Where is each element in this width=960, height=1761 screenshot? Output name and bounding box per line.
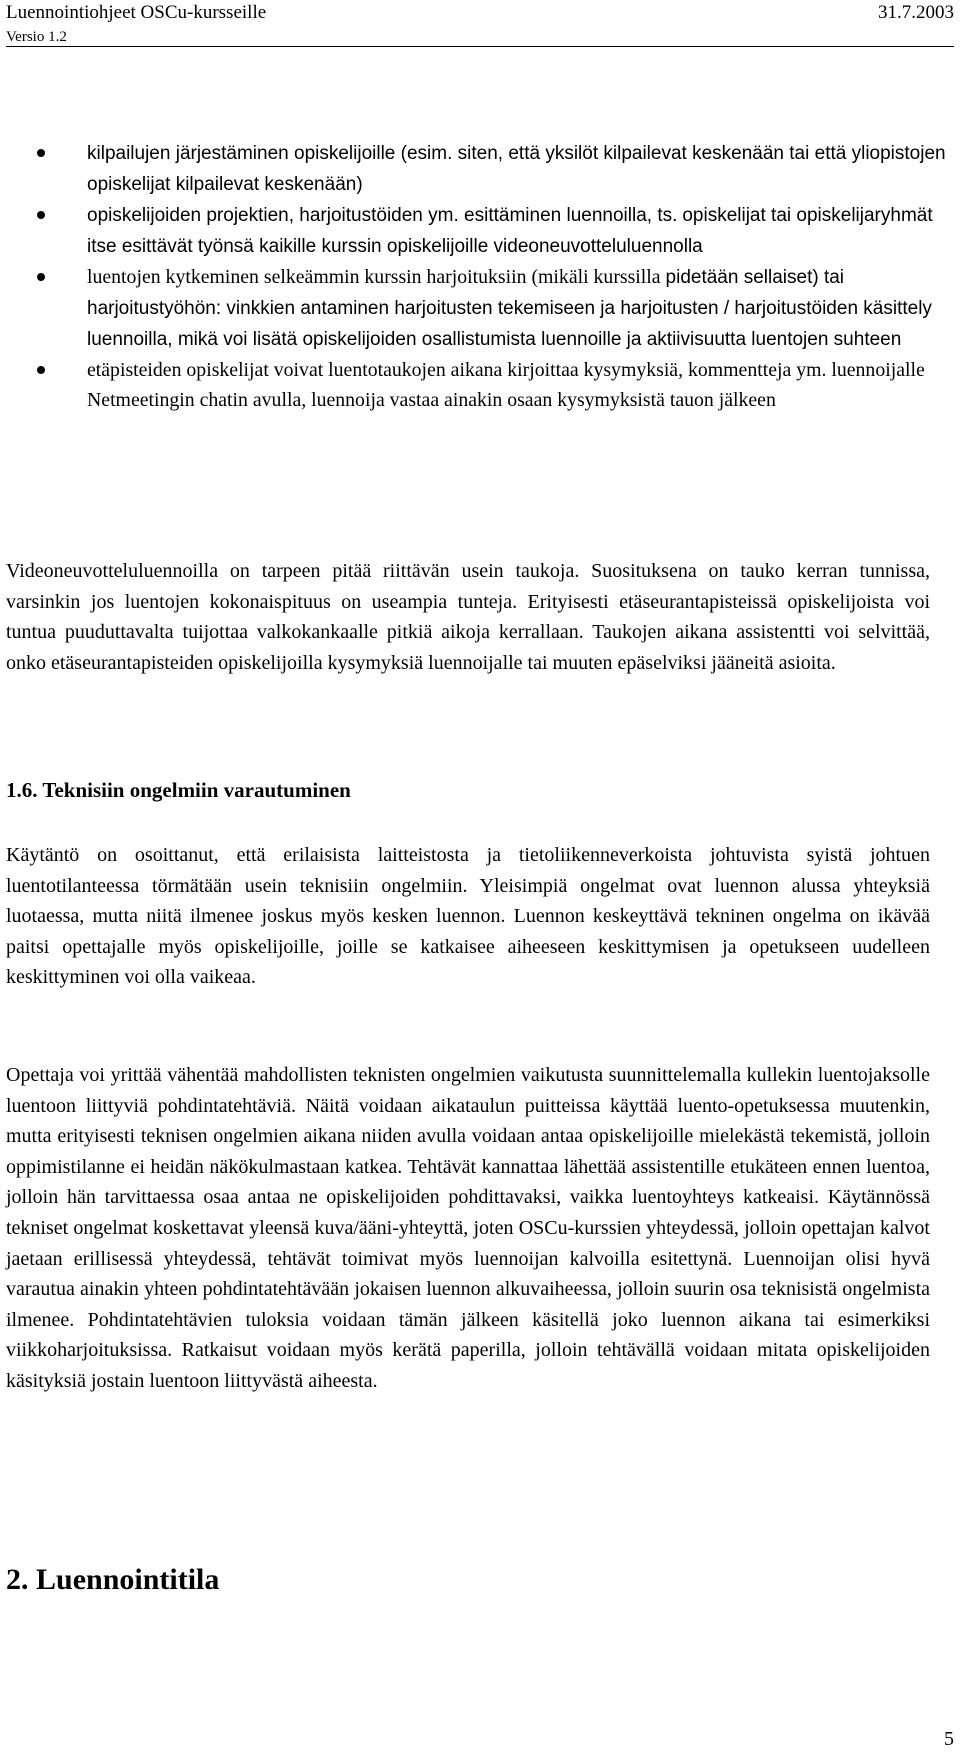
paragraph-preparation: Opettaja voi yrittää vähentää mahdollisten teknisten ongelmien vaikutusta suunnittelemalla kullekin luentojaksolle luentoon liittyviä pohdintatehtäviä. Näitä voidaan aikataulun puitteissa käyttää luento-opetuksessa muutenkin, mutta erityisesti teknisen ongelmien aikana niiden avulla voidaan antaa opiskelijoille mielekästä tekemistä, jolloin oppimistilanne ei heidän näkökulmastaan katkea. Tehtävät kannattaa lähettää assistentille etukäteen ennen luentoa, jolloin hän tarvittaessa osaa antaa ne opiskelijoiden pohdittavaksi, vaikka luentoyhteys katkeaisi. Käytännössä tekniset ongelmat koskettavat yleensä kuva/ääni-yhteyttä, joten OSCu-kurssien yhteydessä, jolloin opettajan kalvot jaetaan erillisessä yhteydessä, tehtävät toimivat myös luennoijan kalvoilla esitettynä. Luennoijan olisi hyvä varautua ainakin yhteen pohdintatehtävään jokaisen luennon alkuvaiheessa, jolloin suurin osa teknisistä ongelmista ilmenee. Pohdintatehtävien tuloksia voidaan tämän jälkeen käsitellä joko luennon aikana tai esimerkiksi viikkoharjoituksissa. Ratkaisut voidaan myös kerätä paperilla, jolloin tehtävällä voidaan mitata opiskelijoiden käsityksiä jostain luentoon liittyvästä aiheesta.: [6, 1064, 930, 1392]
bullet-icon: [37, 366, 45, 374]
header-divider: [6, 46, 954, 47]
list-item: [6, 200, 954, 262]
section-heading: 1.6. Teknisiin ongelmiin varautuminen: [6, 778, 351, 802]
list-item: [6, 355, 954, 415]
paragraph-technical-problems: Käytäntö on osoittanut, että erilaisista laitteistosta ja tietoliikenneverkoista johtuvista syistä johtuen luentotilanteessa törmätään usein teknisiin ongelmiin. Yleisimpiä ongelmat ovat luennon alussa yhteyksiä luotaessa, mutta niitä ilmenee joskus myös kesken luennon. Luennon keskeyttävä tekninen ongelma on ikävää paitsi opettajalle myös opiskelijoille, joille se katkaisee aiheeseen keskittymisen ja opetukseen uudelleen keskittyminen voi olla vaikeaa.: [6, 844, 930, 989]
list-item-text-continued: pidetään sellaiset) tai harjoitustyöhön: vinkkien antaminen harjoitusten tekemiseen ja harjoitusten / harjoitustöiden käsittely luennoilla, mikä voi lisätä opiskelijoiden osallistumista luennoille ja aktiivisuutta luentojen suhteen: [87, 267, 932, 350]
list-item-text-continued: opiskelijat tai opiskelijaryhmät itse esittävät työnsä kaikille kurssin opiskelijoille videoneuvotteluluennolla: [87, 205, 933, 257]
bullet-icon: [37, 149, 45, 157]
list-item: [6, 138, 954, 200]
list-item-text: etäpisteiden opiskelijat voivat luentotaukojen aikana kirjoittaa kysymyksiä, kommentteja ym. luennoijalle Netmeetingin chatin avulla, luennoija vastaa ainakin osaan kysymyksistä tauon jälkeen: [87, 359, 925, 411]
list-item-text: luentojen kytkeminen selkeämmin kurssin harjoituksiin (mikäli kurssilla: [87, 266, 661, 288]
document-date: 31.7.2003: [878, 2, 954, 23]
page-number: 5: [944, 1728, 954, 1750]
document-version: Versio 1.2: [6, 29, 67, 45]
list-item: [6, 262, 954, 355]
paragraph-breaks: Videoneuvotteluluennoilla on tarpeen pitää riittävän usein taukoja. Suosituksena on tauko kerran tunnissa, varsinkin jos luentojen kokonaispituus on useampia tunteja. Erityisesti etäseurantapisteissä opiskelijoista voi tuntua puuduttavalta tuijottaa valkokankaalle pitkiä aikoja kerrallaan. Taukojen aikana assistentti voi selvittää, onko etäseurantapisteiden opiskelijoilla kysymyksiä luennoijalle tai muuten epäselviksi jääneitä asioita.: [6, 560, 930, 674]
bullet-icon: [37, 273, 45, 281]
list-item-text: kilpailujen järjestäminen opiskelijoille (esim. siten, että yksilöt kilpailevat keskenään tai että yliopistojen opiskelijat kilpailevat keskenään): [87, 143, 946, 195]
list-item-text: opiskelijoiden projektien, harjoitustöiden ym. esittäminen luennoilla, ts.: [87, 205, 678, 226]
chapter-heading: 2. Luennointitila: [6, 1563, 220, 1596]
bullet-list: [6, 138, 954, 415]
bullet-icon: [37, 211, 45, 219]
document-title: Luennointiohjeet OSCu-kursseille: [6, 2, 267, 23]
